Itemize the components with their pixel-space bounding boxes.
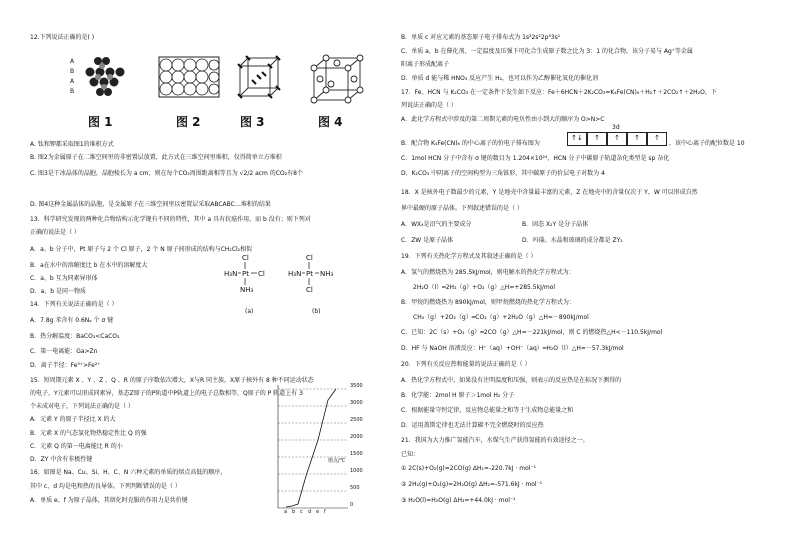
q17-option-b-line-2: ，该中心离子的配位数是 10 [669, 140, 745, 147]
q14-option-a: A．7.8g 苯含有 0.6Nₐ 个 σ 键 [30, 317, 114, 324]
q18-option-a: A．WX₄是沼气的主要成分 [401, 221, 472, 228]
q14-option-d: D．离子半径：Fe³⁺>Fe²⁺ [30, 362, 101, 369]
q21-equation-3: ③ H₂O(l)=H₂O(g) ΔH₃=+44.0kJ · mol⁻¹ [401, 497, 516, 504]
q13-option-a: A．a、b 分子中，Pt 原子与 2 个 Cl 原子，2 个 N 原子间形成的结构与CH₂Cl₂相似 [30, 246, 253, 253]
q12-option-d: D. 图4这种金属晶体的晶胞，是金属原子在三维空间里以密置层采取ABCABC…堆积的结果 [30, 201, 271, 208]
orbital-diagram [567, 132, 667, 146]
fig2-caption: 图 2 [176, 115, 201, 129]
q17-option-b-line-1: B．配合物 K₄Fe(CN)₆ 的中心离子的价电子排布图为 [401, 140, 540, 147]
chart-xtick-c: c [300, 509, 303, 515]
chart-ytick-2500: 2500 [350, 417, 363, 423]
q18-option-b: B．固态 X₂Y 是分子晶体 [522, 221, 589, 228]
q15-option-b: B．元素 X 的气态氢化物热稳定性比 Q 的强 [30, 430, 147, 437]
q16-option-d: D．单质 d 能与稀 HNO₃ 反应产生 H₂，也可以作为乙醇催化氧化的催化剂 [401, 75, 599, 82]
q21-title: 21．我国为大力推广氢能汽车，水煤气生产获得氢能的有效途径之一。 [401, 437, 589, 444]
struct-a-pt: Pt [242, 270, 249, 278]
chart-xtick-a: a [284, 509, 288, 515]
struct-label-a: (a) [245, 308, 254, 315]
chart-xtick-e: e [316, 509, 320, 515]
chart-ytick-1500: 1500 [350, 451, 363, 457]
q13-line-1: 13．科学研究发现的两种化合物结构示化学键有不同的特性，其中 a 具有抗癌作用，而 b 没有；则下列对 [30, 216, 311, 223]
chart-ytick-3500: 3500 [350, 383, 363, 389]
q16-line-1: 16．如图是 Na、Cu、Si、H、C、N 六种元素的单质的熔点高低的顺序， [30, 469, 227, 476]
struct-b-cl-bottom: Cl [306, 286, 313, 294]
chart-ylabel: 熔点/℃ [328, 458, 346, 464]
orbital-box-4: ↑ [627, 132, 647, 146]
q19-option-d: D．HF 与 NaOH 溶液反应：H⁺（aq）+OH⁻（aq）═H₂O（l）△H=－57.3kJ/mol [401, 345, 624, 352]
q17-option-a: A．此化学方程式中涉及的第二周期元素的电负性由小到大的顺序为 O>N>C [401, 116, 605, 123]
struct-b-cl-top: Cl [306, 254, 313, 262]
fig3-caption: 图 3 [240, 115, 265, 129]
fig1-label-b1: B [70, 68, 75, 75]
q17-title: 17．Fe、HCN 与 K₂CO₃ 在一定条件下发生如下反应：Fe＋6HCN＋2K₂CO₃=K₄Fe(CN)₆＋H₂↑＋2CO₂↑＋2H₂O，下 [401, 89, 717, 96]
q12-option-c: C. 图3是干冰晶体的晶胞，晶胞棱长为 a cm，则在每个CO₂周围距离相等且为 √2/2 acm 的CO₂有8个 [30, 170, 303, 177]
figure-4-fcc-cell [308, 52, 364, 104]
q13-line-2: 正确的说法是（ ） [30, 229, 80, 236]
q13-option-d: D．a、b 是同一物质 [30, 288, 87, 295]
q16-option-c-line-1: C．单质 a、b 在催化剂、一定温度及压强下可化合生成原子数之比为 3：1 的化合物，该分子易与 Ag⁺等金属 [401, 48, 693, 55]
q14-title: 14．下列有关说法正确的是（ ） [30, 301, 118, 308]
q18-option-c: C．ZW 是原子晶体 [401, 237, 454, 244]
q15-option-a: A．元素 Y 的原子半径比 X 的大 [30, 416, 116, 423]
q15-option-c: C．元素 Q 的第一电离能比 R 的小 [30, 443, 123, 450]
q14-option-b: B．热分解温度：BaCO₃<CaCO₃ [30, 333, 120, 340]
chart-xtick-b: b [292, 509, 296, 515]
q21-equation-2: ② 2H₂(g)+O₂(g)=2H₂O(g) ΔH₂=-571.6kJ · mol⁻¹ [401, 481, 543, 488]
chart-ytick-2000: 2000 [350, 434, 363, 440]
ab-stacking-balls [70, 55, 140, 100]
q19-option-a: A．氢气的燃烧热为 285.5kJ/mol，则电解水的热化学方程式为： [401, 269, 575, 276]
chart-ytick-0: 0 [350, 502, 354, 508]
q20-option-c: C．根据能量守恒定律，反应物总能量之和等于生成物总能量之和 [401, 407, 574, 414]
struct-a-nh3-bottom: NH₃ [240, 286, 254, 294]
q20-option-d: D．运用盖斯定律也无法计算碳不完全燃烧时的反应热 [401, 422, 544, 429]
fig1-label-a2: A [70, 78, 75, 85]
struct-a-cl-top: Cl [242, 254, 249, 262]
fig1-caption: 图 1 [88, 115, 113, 129]
figure-1 [70, 55, 140, 100]
chart-xtick-d: d [308, 509, 312, 515]
struct-a-cl-right: Cl [258, 270, 265, 278]
figure-3-dry-ice-cell [236, 54, 282, 102]
q21-equation-1: ① 2C(s)+O₂(g)=2CO(g) ΔH₁=-220.7kJ · mol⁻¹ [401, 465, 537, 472]
struct-b-nh3-right: NH₃ [320, 270, 334, 278]
chart-ytick-500: 500 [350, 485, 360, 491]
chart-ytick-1000: 1000 [350, 468, 363, 474]
q16-line-2: 其中 c、d 均是电和热的良导体。下列判断错误的是（ ） [30, 483, 181, 490]
q12-title: 12.下列说法正确的是( ) [30, 34, 95, 41]
orbital-box-2: ↑ [587, 132, 607, 146]
q21-known: 已知： [401, 451, 420, 458]
struct-b-pt: Pt [306, 270, 313, 278]
q20-option-a: A．热化学方程式中，如果没有注明温度和压强，则表示的反应热是在标况下测得的 [401, 377, 622, 384]
q17-subtitle: 列说法正确的是（ ） [401, 102, 457, 109]
q16-option-b: B．单质 c 对应元素的基态原子电子排布式为 1s²2s²2p⁶3s¹ [401, 34, 561, 41]
q19-option-b: B．甲烷的燃烧热为 890kJ/mol，则甲烷燃烧的热化学方程式为： [401, 299, 575, 306]
orbital-3d-label: 3d [612, 124, 620, 131]
q18-line-1: 18．X 是核外电子数最少的元素，Y 是地壳中含量最丰富的元素，Z 在地壳中的含量仅次于 Y，W 可以形成自然 [401, 189, 698, 196]
q19-title: 19．下列有关热化学方程式及其叙述正确的是（ ） [401, 253, 537, 260]
fig1-label-a1: A [70, 58, 75, 65]
q17-option-c: C．1mol HCN 分子中含有 σ 键的数目为 1.204×10²⁴，HCN 分子中碳原子轨道杂化类型是 sp 杂化 [401, 155, 670, 162]
q19-option-b-equation: CH₄（g）+2O₂（g）═CO₂（g）+2H₂O（g）△H=－890kJ/mol [413, 314, 589, 321]
struct-a-h3n-left: H₃N [224, 270, 238, 278]
q16-option-c-line-2: 阳离子形成配离子 [401, 61, 450, 68]
q19-option-c: C．已知：2C（s）+O₂（g）═2CO（g）△H=－221kJ/mol，则 C 的燃烧热△H<－110.5kJ/mol [401, 329, 663, 336]
q15-line-3: 个未成对电子，下列说法正确的是（ ） [30, 403, 134, 410]
q14-option-c: C．第一电离能：Ga>Zn [30, 348, 98, 355]
q20-option-b: B．化学能：2mol H 原子＞1mol H₂ 分子 [401, 392, 515, 399]
q15-line-1: 15．短周期元素 X 、Y 、Z 、Q 、R 的原子序数依次增大，X与R 同主族，X原子核外有 8 种不同运动状态 [30, 377, 314, 384]
q19-option-a-equation: 2H₂O（l）═2H₂（g）+O₂（g）△H=+285.5kJ/mol [413, 284, 556, 291]
fig4-caption: 图 4 [318, 115, 343, 129]
chart-xtick-f: f [324, 509, 326, 515]
pt-complex-structures [222, 250, 352, 320]
orbital-box-1: ↑↓ [567, 132, 587, 146]
orbital-box-5: ↑ [647, 132, 667, 146]
orbital-box-3: ↑ [607, 132, 627, 146]
q16-option-a: A．单质 e、f 为原子晶体，其熔化时克服的作用力是共价键 [30, 497, 188, 504]
q15-option-d: D．ZY 中含有非极性键 [30, 456, 93, 463]
chart-ytick-3000: 3000 [350, 400, 363, 406]
q18-option-d: D．玛瑙、水晶和玻璃的成分都是 ZY₂ [522, 237, 623, 244]
q12-option-b: B. 图2为金属原子在二维空间里的非密置层放置，此方式在三维空间里堆积，仅得简单立方堆积 [30, 154, 282, 161]
q13-option-b: B．a在水中的溶解度比 b 在水中的溶解度大 [30, 262, 148, 269]
melting-point-chart [268, 380, 368, 515]
struct-b-h3n-left: H₃N [288, 270, 302, 278]
q17-option-d: D．K₂CO₃ 中阴离子的空间构型为三角锥形，其中碳原子的价层电子对数为 4 [401, 170, 605, 177]
fig1-label-b2: B [70, 88, 75, 95]
melting-point-curve [286, 389, 336, 507]
struct-label-b: (b) [312, 308, 321, 315]
q15-line-2: 的电子，Y元素可以形成同素异，基态Z原子的P轨道中P轨道上的电子总数相等，Q原子的 P 轨道上有 3 [30, 390, 303, 397]
q20-title: 20．下列有关反应热和能量的说法正确的是（ ） [401, 361, 531, 368]
q13-option-c: C．a、b 互为同素异形体 [30, 275, 98, 282]
figure-2-square-array [158, 56, 220, 98]
q18-line-2: 界中最硬的原子晶体。下列叙述错误的是（ ） [401, 205, 523, 212]
q12-option-a: A. 钛和钾都采取图1的堆积方式 [30, 141, 114, 148]
